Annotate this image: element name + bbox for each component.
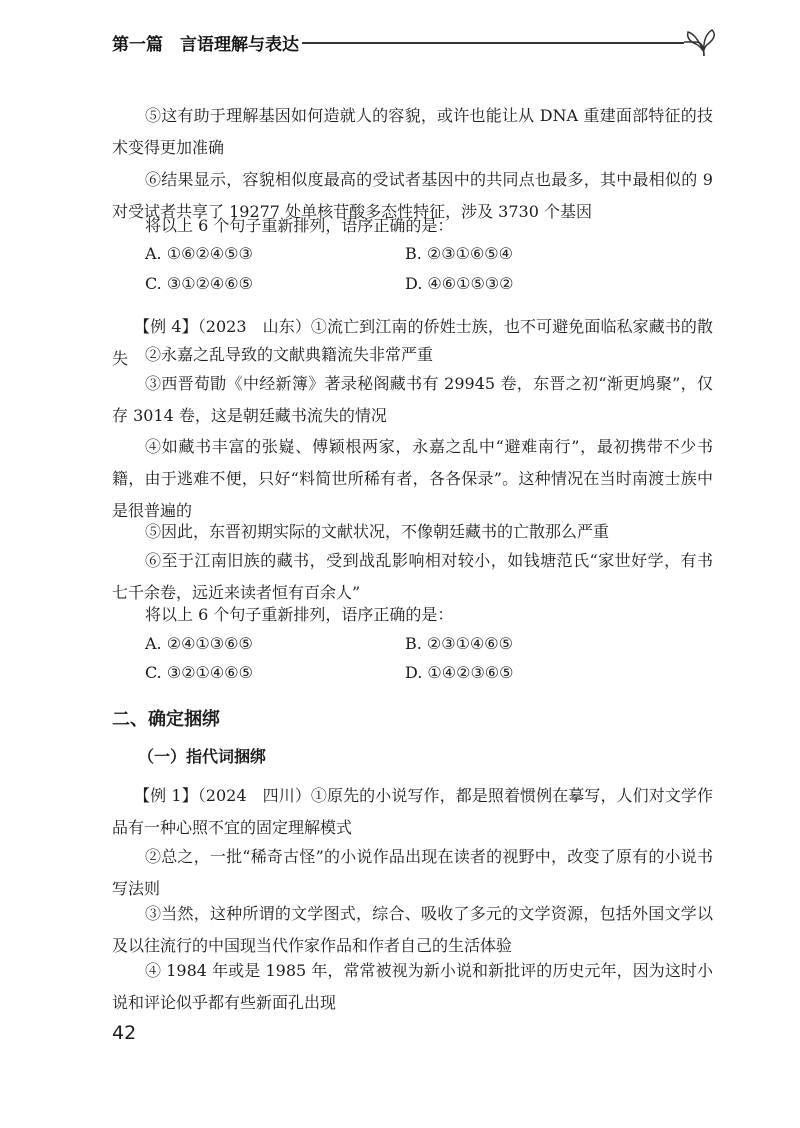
example-4-sentence-3: ③西晋荀勖《中经新簿》著录秘阁藏书有 29945 卷，东晋之初“渐更鸠聚”，仅存 3014 卷，这是朝廷藏书流失的情况 [112,374,713,425]
option-c: C. ③②①④⑥⑤ [145,663,253,682]
option-d: D. ①④②③⑥⑤ [405,663,514,682]
example-1-sentence-2: ②总之，一批“稀奇古怪”的小说作品出现在读者的视野中，改变了原有的小说书写法则 [112,847,713,898]
example-4-sentence-2: ②永嘉之乱导致的文献典籍流失非常严重 [145,345,434,364]
option-b: B. ②③①④⑥⑤ [405,634,513,653]
subsection-heading: （一）指代词捆绑 [138,747,267,766]
page-number: 42 [112,1022,137,1044]
example-1-sentence-4: ④ 1984 年或是 1985 年，常常被视为新小说和新批评的历史元年，因为这时小说和评论似乎都有些新面孔出现 [112,961,713,1012]
option-b: B. ②③①⑥⑤④ [405,244,513,263]
section-heading: 二、确定捆绑 [112,709,220,730]
option-c: C. ③①②④⑥⑤ [145,274,253,293]
example-4-sentence-5: ⑤因此，东晋初期实际的文献状况，不像朝廷藏书的亡散那么严重 [145,522,610,541]
option-d: D. ④⑥①⑤③② [405,274,514,293]
example-4-sentence-4: ④如藏书丰富的张嶷、傅颖根两家，永嘉之乱中“避难南行”，最初携带不少书籍，由于逃难不便，只好“料简世所稀有者，各各保录”。这种情况在当时南渡士族中是很普遍的 [112,437,713,520]
question-prompt: 将以上 6 个句子重新排列，语序正确的是： [145,605,454,624]
option-a: A. ①⑥②④⑤③ [145,244,253,263]
chapter-title: 第一篇 言语理解与表达 [112,35,299,55]
example-1-sentence-1: 【例 1】（2024 四川）①原先的小说写作，都是照着惯例在摹写，人们对文学作品有一种心照不宜的固定理解模式 [112,786,713,837]
sentence-5: ⑤这有助于理解基因如何造就人的容貌，或许也能让从 DNA 重建面部特征的技术变得更加准确 [112,106,713,157]
sentence-6: ⑥结果显示，容貌相似度最高的受试者基因中的共同点也最多，其中最相似的 9 对受试者共享了 19277 处单核苷酸多态性特征，涉及 3730 个基因 [112,170,713,221]
example-4-sentence-1: 【例 4】（2023 山东）①流亡到江南的侨姓士族，也不可避免面临私家藏书的散失 [112,317,713,368]
option-a: A. ②④①③⑥⑤ [145,634,253,653]
question-prompt: 将以上 6 个句子重新排列，语序正确的是： [145,216,454,235]
example-1-sentence-3: ③当然，这种所谓的文学图式，综合、吸收了多元的文学资源，包括外国文学以及以往流行的中国现当代作家作品和作者自己的生活体验 [112,904,713,955]
example-4-sentence-6: ⑥至于江南旧族的藏书，受到战乱影响相对较小，如钱塘范氏“家世好学，有书七千余卷，远近来读者恒有百余人” [112,551,713,602]
